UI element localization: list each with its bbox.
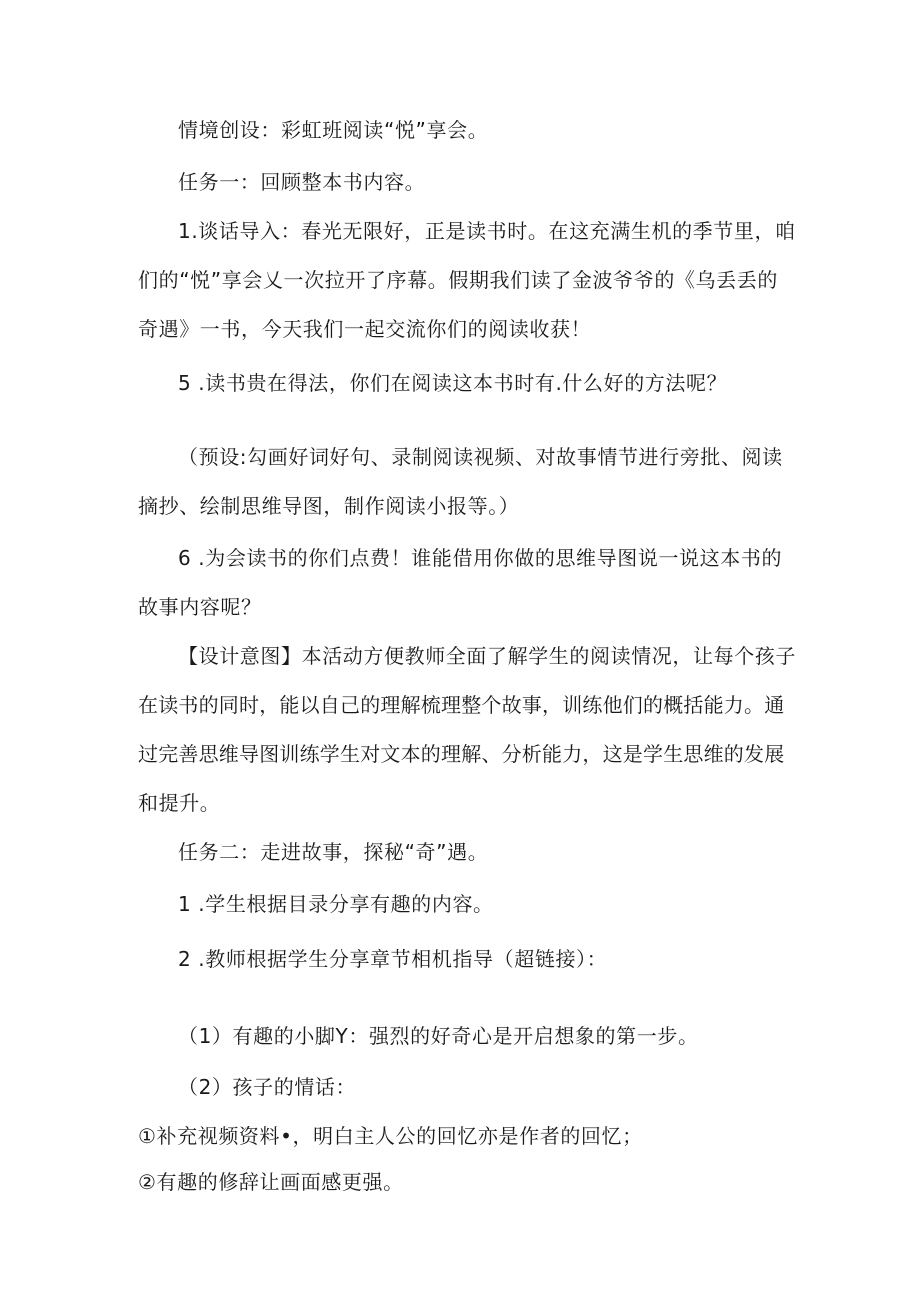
sub-list-item: ①补充视频资料•，明白主人公的回忆亦是作者的回忆； (138, 1124, 643, 1148)
sub-list-item: ②有趣的修辞让画面感更强。 (138, 1170, 404, 1194)
paragraph-line: 1.谈话导入：春光无限好，正是读书时。在这充满生机的季节里，咱 (178, 219, 796, 243)
paragraph-line: 故事内容呢？ (138, 595, 262, 619)
paragraph-line: （预设:勾画好词好句、录制阅读视频、对故事情节进行旁批、阅读 (178, 445, 783, 469)
scenario-heading: 情境创设：彩虹班阅读“悦”享会。 (178, 118, 489, 142)
design-intent-line: 【设计意图】本活动方便教师全面了解学生的阅读情况，让每个孩子 (178, 644, 796, 668)
list-item: 1 .学生根据目录分享有趣的内容。 (178, 892, 494, 916)
paragraph-line: 摘抄、绘制思维导图，制作阅读小报等。） (138, 494, 520, 518)
task-two-heading: 任务二：走进故事，探秘“奇”遇。 (178, 840, 489, 864)
paragraph-line: 5 .读书贵在得法，你们在阅读这本书时有.什么好的方法呢？ (178, 371, 728, 395)
task-one-heading: 任务一：回顾整本书内容。 (178, 170, 426, 194)
paragraph-line: 们的“悦”享会乂一次拉开了序幕。假期我们读了金波爷爷的《乌丢丢的 (138, 268, 778, 292)
design-intent-line: 过完善思维导图训练学生对文本的理解、分析能力，这是学生思维的发展 (138, 742, 785, 766)
design-intent-line: 和提升。 (138, 791, 221, 815)
design-intent-line: 在读书的同时，能以自己的理解梳理整个故事，训练他们的概括能力。通 (138, 693, 785, 717)
list-item: 2 .教师根据学生分享章节相机指导（超链接）： (178, 947, 608, 971)
sub-list-item: （2）孩子的情话： (178, 1075, 357, 1099)
sub-list-item: （1）有趣的小脚Y：强烈的好奇心是开启想象的第一步。 (178, 1024, 699, 1048)
paragraph-line: 奇遇》一书，今天我们一起交流你们的阅读收获！ (138, 317, 592, 341)
paragraph-line: 6 .为会读书的你们点费！谁能借用你做的思维导图说一说这本书的 (178, 546, 783, 570)
